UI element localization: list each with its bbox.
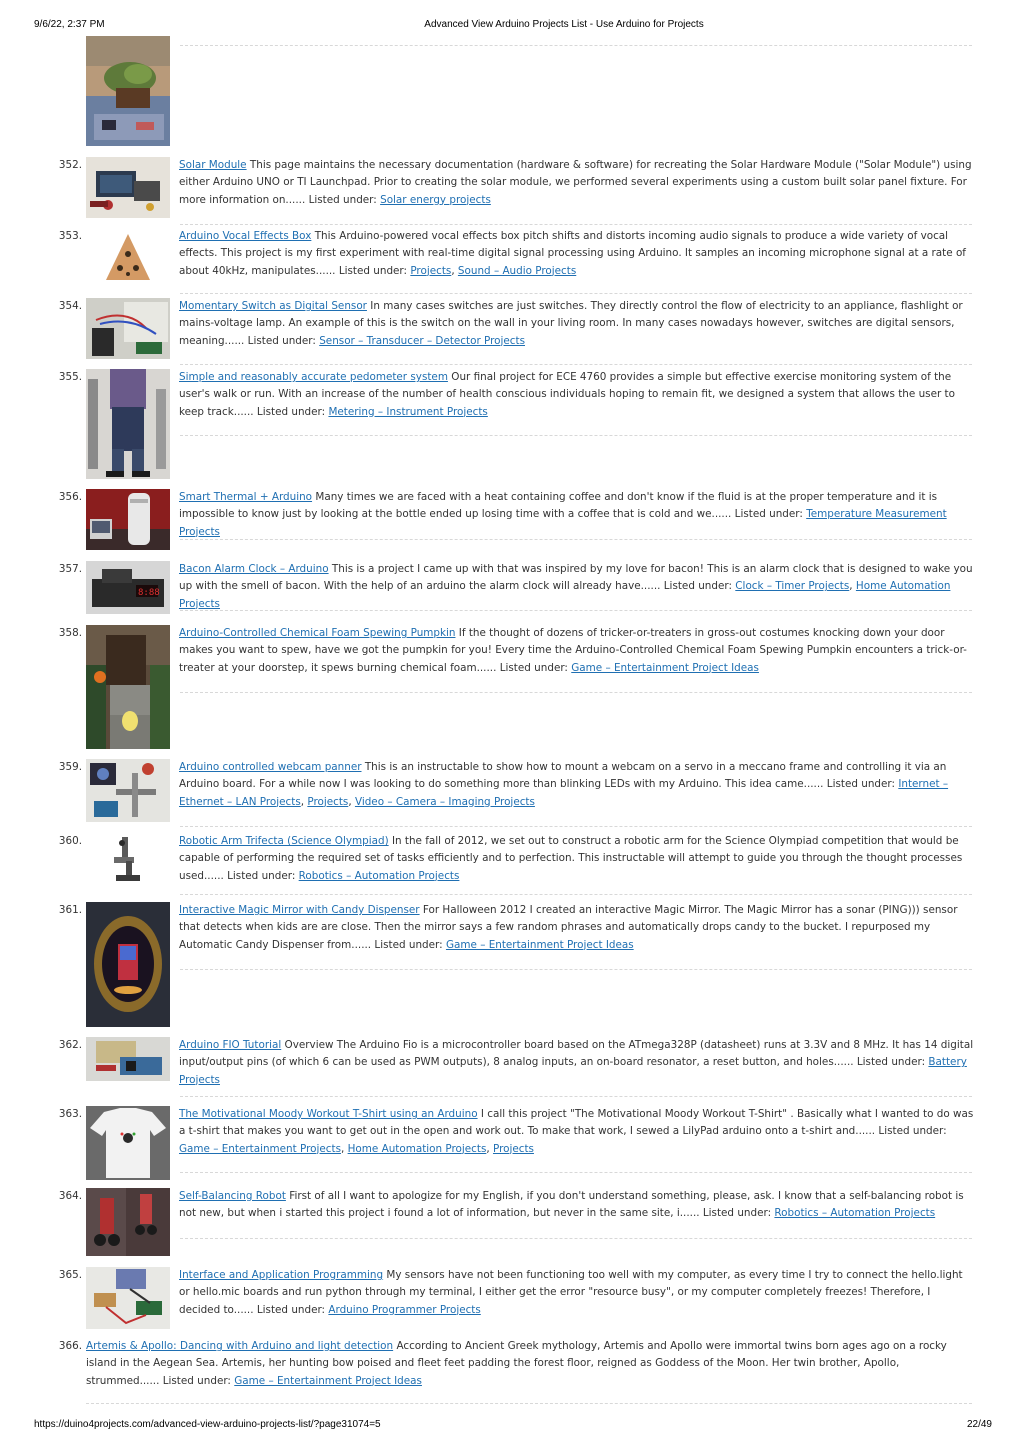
project-description: Our final project for ECE 4760 provides a simple but effective exercise monitoring system of the user's walk or run. With an increase of the number of health conscious individuals hoping to remain fit, we designed a system that allows the user to keep track...... <box>179 371 955 418</box>
project-description: In many cases switches are just switches. They directly control the flow of electricity to an appliance, flashlight or mains-voltage lamp. An example of this is the switch on the wall in your living room. In many cases nowadays however, switches are digital sensors, meaning...... <box>179 300 963 347</box>
listed-under-label: Listed under: <box>374 938 443 951</box>
divider <box>180 539 972 540</box>
divider <box>180 692 972 693</box>
project-title-link[interactable]: Momentary Switch as Digital Sensor <box>179 300 367 312</box>
project-title-link[interactable]: Arduino FIO Tutorial <box>179 1039 282 1051</box>
project-entry <box>179 489 974 541</box>
category-link[interactable]: Robotics – Automation Projects <box>774 1207 936 1220</box>
project-title-link[interactable]: Arduino-Controlled Chemical Foam Spewing Pumpkin <box>179 627 456 639</box>
project-description: This page maintains the necessary documentation (hardware & software) for recreating the Solar Hardware Module ("Solar Module") using either Arduino UNO or TI Launchpad. Prior to creating the solar module, we performed several experiments using a custom built solar panel fixture. For more information on...... <box>179 159 972 206</box>
project-description: This is a project I came up with that was inspired by my love for bacon! This is an alarm clock that is designed to wake you up with the smell of bacon. With the help of an arduino the alarm clock will already have...... <box>179 563 973 593</box>
project-description: Overview The Arduino Fio is a microcontroller board based on the ATmega328P (datasheet) runs at 3.3V and 8 MHz. It has 14 digital input/output pins (of which 6 can be used as PWM outputs), 8 analog inputs, an on-board resonator, a reset button, and holes...... <box>179 1039 974 1069</box>
listed-under-label: Listed under: <box>499 661 568 674</box>
category-link[interactable]: Sound – Audio Projects <box>457 264 577 277</box>
project-title-link[interactable]: Arduino controlled webcam panner <box>179 761 362 773</box>
category-link[interactable]: Game – Entertainment Project Ideas <box>234 1374 422 1387</box>
project-entry: Arduino controlled webcam panner This is an instructable to show how to mount a webcam on a servo in a meccano frame and controlling it via an Arduino board. For a while now I was looking to do something more than blinking LEDs with my Arduino. This idea came...... Listed under: Internet – Ethernet – LAN Projects, Projects, Video – Camera – Imaging Projects <box>179 761 949 808</box>
divider <box>180 435 972 436</box>
project-number: 360. <box>58 835 82 847</box>
category-link[interactable]: Game – Entertainment Project Ideas <box>571 661 759 674</box>
category-link[interactable]: Temperature Measurement Projects <box>179 508 947 538</box>
category-link[interactable]: Game – Entertainment Project Ideas <box>445 938 634 951</box>
project-number: 354. <box>58 300 82 312</box>
project-title-link[interactable]: Self-Balancing Robot <box>179 1190 286 1202</box>
print-footer <box>0 1416 1024 1430</box>
pedometer-person-photo-icon[interactable] <box>86 369 170 479</box>
project-entry <box>179 833 974 885</box>
alarm-clock-photo-icon[interactable] <box>86 561 170 614</box>
project-title-link[interactable]: Robotic Arm Trifecta (Science Olympiad) <box>179 835 389 847</box>
solar-module-photo-icon[interactable] <box>86 157 170 218</box>
balancing-robot-photo-icon[interactable] <box>86 1188 170 1256</box>
divider <box>180 45 972 46</box>
listed-under-label: Listed under: <box>338 264 408 277</box>
divider <box>180 364 972 365</box>
category-link[interactable]: Metering – Instrument Projects <box>328 405 488 418</box>
project-number: 358. <box>58 627 82 639</box>
project-entry: Bacon Alarm Clock – Arduino This is a project I came up with that was inspired by my love for bacon! This is an alarm clock that is designed to wake you up with the smell of bacon. With the help of an arduino the alarm clock will already have...... Listed under: Clock – Timer Projects, Home Automation Projects <box>179 563 973 610</box>
category-link[interactable]: Home Automation Projects <box>347 1142 487 1155</box>
webcam-panner-photo-icon[interactable] <box>86 759 170 822</box>
divider <box>180 894 972 895</box>
project-title-link[interactable]: Arduino Vocal Effects Box <box>179 230 312 242</box>
divider <box>180 1172 972 1173</box>
category-link[interactable]: Battery Projects <box>179 1056 967 1086</box>
divider <box>180 1096 972 1097</box>
print-page-number: 22/49 <box>966 1419 992 1430</box>
project-number: 355. <box>58 371 82 383</box>
project-title-link[interactable]: Artemis & Apollo: Dancing with Arduino and light detection <box>86 1340 394 1352</box>
project-title-link[interactable]: Interface and Application Programming <box>179 1269 384 1281</box>
project-number: 352. <box>58 159 82 171</box>
listed-under-label: Listed under: <box>826 778 895 791</box>
category-link[interactable]: Robotics – Automation Projects <box>298 869 460 882</box>
project-description: This Arduino-powered vocal effects box pitch shifts and distorts incoming audio signals to produce a wide variety of vocal effects. This project is my first experiment with real-time digital signal processing using Arduino. It samples an incoming microphone signal at a rate of about 40kHz, manipulates...... <box>179 230 966 277</box>
project-description: This is an instructable to show how to mount a webcam on a servo in a meccano frame and controlling it via an Arduino board. For a while now I was looking to do something more than blinking LEDs with my Arduino. This idea came...... <box>179 761 947 791</box>
breadboard-photo-icon[interactable] <box>86 298 170 359</box>
listed-under-label: Listed under: <box>702 1207 772 1220</box>
category-link[interactable]: Solar energy projects <box>380 193 491 206</box>
project-title-link[interactable]: Interactive Magic Mirror with Candy Dispenser <box>179 904 420 916</box>
pumpkin-porch-photo-icon[interactable] <box>86 625 170 749</box>
category-link[interactable]: Projects <box>492 1142 534 1155</box>
divider <box>86 1403 972 1404</box>
print-url: https://duino4projects.com/advanced-view-arduino-projects-list/?page31074=5 <box>34 1419 381 1430</box>
project-entry <box>179 625 974 677</box>
project-number: 357. <box>58 563 82 575</box>
project-description: For Halloween 2012 I created an interactive Magic Mirror. The Magic Mirror has a sonar (PING))) sensor that detects when kids are are close. Then the mirror says a few random phrases and automatically drops candy to the bucket. I repurposed my Automatic Candy Dispenser from...... <box>179 904 958 951</box>
project-number: 365. <box>58 1269 82 1281</box>
listed-under-label: Listed under: <box>663 580 732 593</box>
category-link[interactable]: Sensor – Transducer – Detector Projects <box>319 334 525 347</box>
listed-under-label: Listed under: <box>856 1056 926 1069</box>
listed-under-label: Listed under: <box>227 869 296 882</box>
fio-board-photo-icon[interactable] <box>86 1037 170 1081</box>
project-number: 359. <box>58 761 82 773</box>
project-entry: Arduino Vocal Effects Box This Arduino-powered vocal effects box pitch shifts and distorts incoming audio signals to produce a wide variety of vocal effects. This project is my first experiment with real-time digital signal processing using Arduino. It samples an incoming microphone signal at a rate of about 40kHz, manipulates...... Listed under: Projects, Sound – Audio Projects <box>179 230 966 277</box>
divider <box>180 826 972 827</box>
project-description: First of all I want to apologize for my English, if you don't understand something, please, ask. I know that a self-balancing robot is not new, but when i started this project i found a lot of information, but never in the same site, i...... <box>179 1190 964 1220</box>
divider <box>180 224 972 225</box>
category-link[interactable]: Internet – Ethernet – LAN Projects <box>179 778 949 808</box>
robotic-arm-photo-icon[interactable] <box>86 833 170 883</box>
listed-under-label: Listed under: <box>308 193 377 206</box>
magic-mirror-photo-icon[interactable] <box>86 902 170 1027</box>
listed-under-label: Listed under: <box>734 508 803 521</box>
project-title-link[interactable]: Bacon Alarm Clock – Arduino <box>179 563 329 575</box>
thermal-bottle-photo-icon[interactable] <box>86 489 170 550</box>
listed-under-label: Listed under: <box>878 1125 947 1138</box>
project-title-link[interactable]: Solar Module <box>179 159 247 171</box>
project-number: 364. <box>58 1190 82 1202</box>
project-entry <box>179 902 974 954</box>
category-link[interactable]: Projects <box>410 264 452 277</box>
carryover-thumbnail <box>86 36 170 146</box>
project-title-link[interactable]: The Motivational Moody Workout T-Shirt using an Arduino <box>179 1108 478 1120</box>
category-link[interactable]: Game – Entertainment Projects <box>179 1142 341 1155</box>
listed-under-label: Listed under: <box>256 1303 326 1316</box>
tshirt-photo-icon[interactable] <box>86 1106 170 1180</box>
listed-under-label: Listed under: <box>256 405 326 418</box>
project-number: 356. <box>58 491 82 503</box>
project-description: In the fall of 2012, we set out to construct a robotic arm for the Science Olympiad competition that would be capable of performing the required set of tasks efficiently and to perfection. This instructable will attempt to guide you through the thought processes used...... <box>179 835 963 882</box>
project-entry <box>179 1188 974 1223</box>
project-number: 362. <box>58 1039 82 1051</box>
category-link[interactable]: Arduino Programmer Projects <box>328 1303 481 1316</box>
divider <box>180 1238 972 1239</box>
project-number: 363. <box>58 1108 82 1120</box>
project-number: 353. <box>58 230 82 242</box>
project-description: If the thought of dozens of tricker-or-treaters in gross-out costumes knocking down your door makes you want to spew, have we got the pumpkin for you! Every time the Arduino-Controlled Chemical Foam Spewing Pumpkin encounters a trick-or-treater at your doorstep, it spews burning chemical foam...... <box>179 627 967 674</box>
project-description: Many times we are faced with a heat containing coffee and don't know if the fluid is at the proper temperature and it is impossible to know just by looking at the bottle ended up losing time with a coffee that is cold and we...... <box>179 491 938 521</box>
sensor-boards-photo-icon[interactable] <box>86 1267 170 1329</box>
divider <box>180 610 972 611</box>
project-entry: The Motivational Moody Workout T-Shirt using an Arduino I call this project "The Motivational Moody Workout T-Shirt" . Basically what I wanted to do was a t-shirt that makes you want to get out in the open and work out. To make that work, I sewed a LilyPad arduino onto a t-shirt and...... Listed under: Game – Entertainment Projects, Home Automation Projects, Projects <box>179 1108 974 1155</box>
project-entry <box>179 157 974 209</box>
divider <box>180 293 972 294</box>
category-link[interactable]: Clock – Timer Projects <box>735 580 850 593</box>
listed-under-label: Listed under: <box>247 334 316 347</box>
project-number: 366. <box>58 1340 82 1352</box>
project-title-link[interactable]: Smart Thermal + Arduino <box>179 491 313 503</box>
project-title-link[interactable]: Simple and reasonably accurate pedometer system <box>179 371 448 383</box>
svg-text:8:88: 8:88 <box>138 588 160 598</box>
print-datetime: 9/6/22, 2:37 PM <box>34 19 105 30</box>
project-description: I call this project "The Motivational Moody Workout T-Shirt" . Basically what I wanted to do was a t-shirt that makes you want to get out in the open and work out. To make that work, I sewed a LilyPad arduino onto a t-shirt and...... <box>179 1108 974 1138</box>
project-entry <box>179 298 974 350</box>
project-description: My sensors have not been functioning too well with my computer, as every time I try to connect the hello.light or hello.mic boards and run python through my terminal, I either get the error "resource busy", or my computer completely freezes! Therefore, I decided to...... <box>179 1269 963 1316</box>
project-entry <box>179 369 974 421</box>
print-page-title: Advanced View Arduino Projects List - Use Arduino for Projects <box>424 19 704 30</box>
project-number: 361. <box>58 904 82 916</box>
category-link[interactable]: Video – Camera – Imaging Projects <box>354 795 535 808</box>
project-entry <box>179 1037 974 1089</box>
vocal-effects-box-photo-icon[interactable] <box>86 228 170 289</box>
project-entry <box>86 1338 974 1390</box>
category-link[interactable]: Home Automation Projects <box>179 580 951 610</box>
divider <box>180 969 972 970</box>
project-entry <box>179 1267 974 1319</box>
category-link[interactable]: Projects <box>307 795 349 808</box>
project-description: According to Ancient Greek mythology, Artemis and Apollo were immortal twins born ages ago on a rocky island in the Aegean Sea. Artemis, her hunting bow poised and fleet feet padding the forest floor, reigned as Goddess of the Moon. Her twin brother, Apollo, strummed...... <box>86 1340 947 1387</box>
listed-under-label: Listed under: <box>162 1374 231 1387</box>
